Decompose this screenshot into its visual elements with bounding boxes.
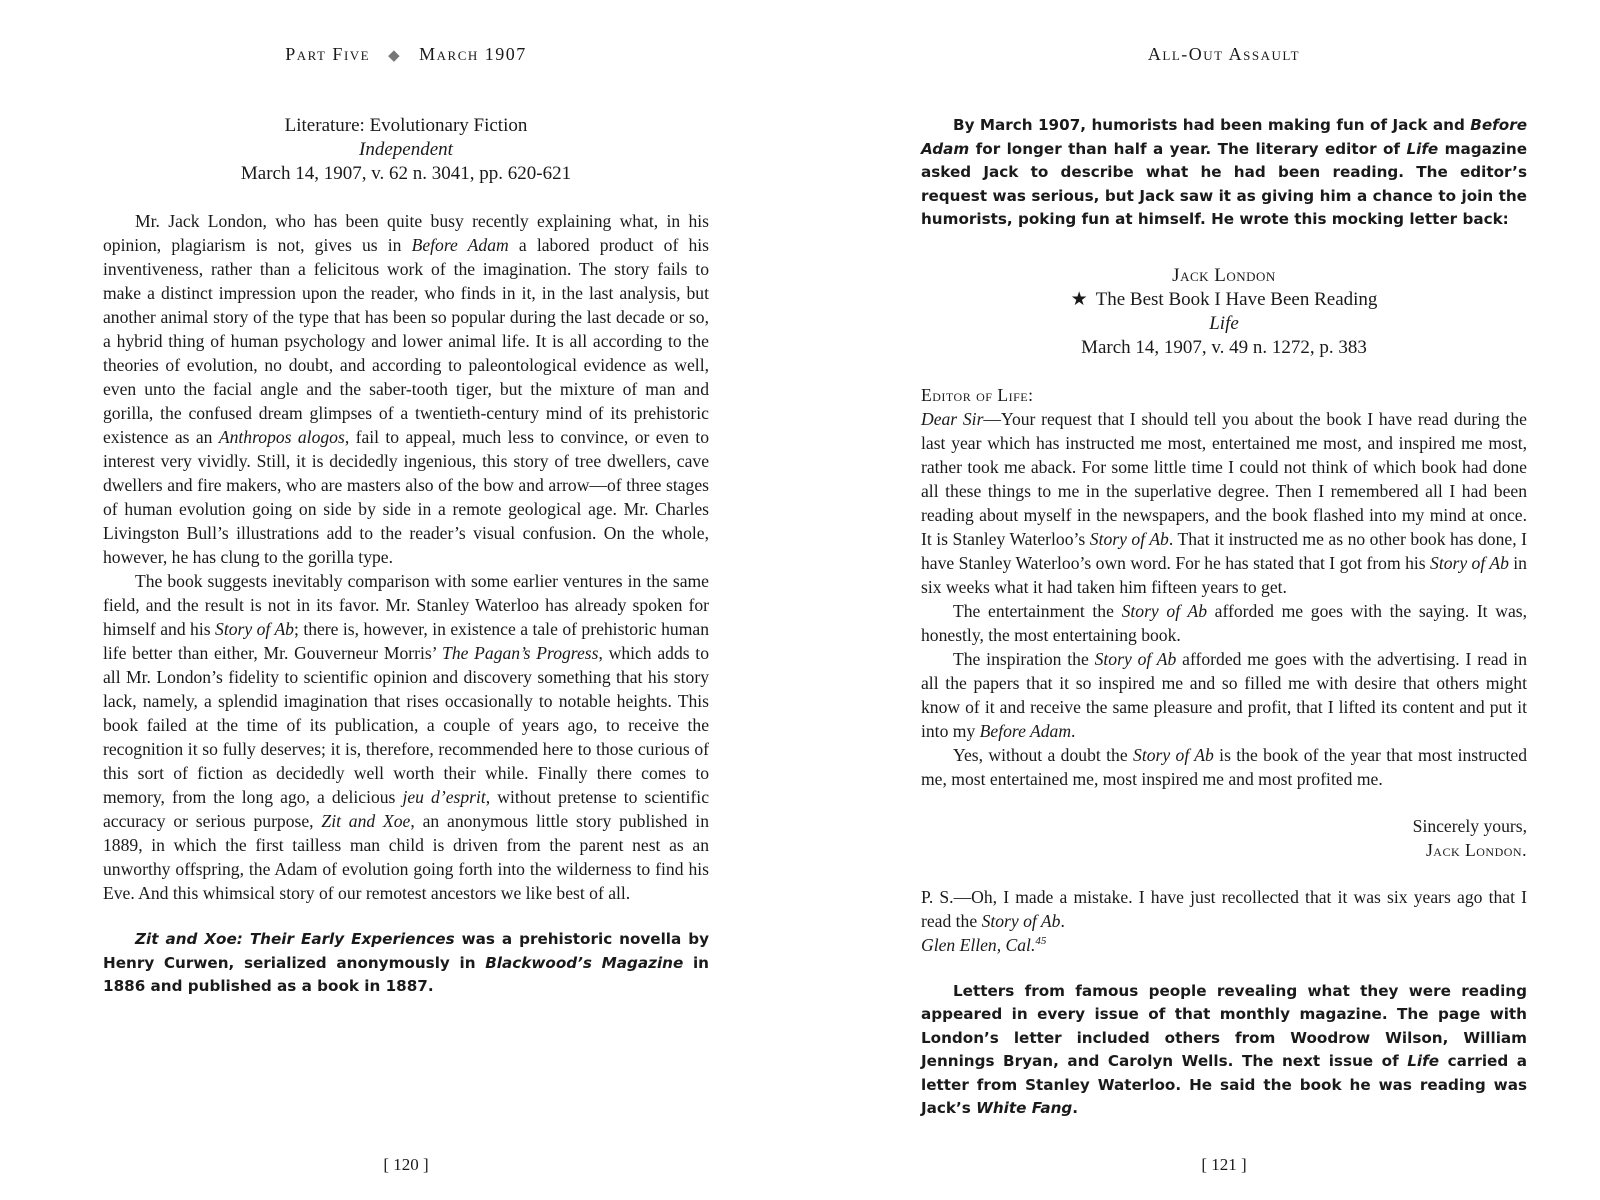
text-run: , which adds to all Mr. London’s fidelity to scientific opinion and discovery something that his story lack, namely, a splendid imagination that rises occasionally to notable heights. This book failed at the time of its publication, a couple of years ago, to receive the recognition it so fully deserves; it is, therefore, recommended here to those curious of this sort of fiction as decidedly well worth their while. Finally there comes to memory, from the long ago, a delicious	[103, 643, 709, 807]
text-run: was a prehistoric novella by Henry Curwen, serialized anonymously in	[103, 930, 709, 972]
editor-note	[103, 928, 709, 999]
text-run: a labored product of his inventiveness, rather than a felicitous work of the imagination. The story fails to make a distinct impression upon the reader, who finds in it, in the last analysis, but another animal story of the type that has been so popular during the last decade or so, a hybrid thing of human psychology and lower animal life. It is all according to the theories of evolution, no doubt, and according to paleontological evidence as well, even unto the facial angle and the saber-tooth tiger, but the mixture of man and gorilla, the confused dream glimpses of a twentieth-century mind of its prehistoric existence as an	[103, 235, 710, 447]
right-running-head	[921, 44, 1527, 65]
body-paragraph	[103, 569, 709, 905]
text-run: ; there is, however, in existence a tale of prehistoric human life better than either, Mr. Gouverneur Morris’	[103, 619, 709, 663]
text-run: for longer than half a year. The literary editor of	[969, 139, 1407, 158]
italic-run: White Fang	[976, 1099, 1073, 1117]
star-icon: ★	[1070, 288, 1088, 310]
salutation: Editor of Life:	[921, 384, 1034, 405]
text-run: —Your request that I should tell you about the book I have read during the last year which has instructed me most, entertained me most, and inspired me most, rather took me aback. For some little time I could not think of which book had done all these things to me in the superlative degree. Then I remembered all I had been reading about myself in the newspapers, and the book flashed into my mind at once. It is Stanley Waterloo’s	[921, 408, 1527, 549]
left-article-heading	[103, 114, 709, 186]
closing-note	[921, 980, 1527, 1121]
italic-run: Zit and Xoe	[321, 811, 411, 831]
italic-run: Story of Ab	[215, 619, 294, 639]
postscript-block	[921, 885, 1527, 957]
dateline	[921, 933, 1527, 957]
page-number: [ 120 ]	[383, 1155, 429, 1174]
text-run: The inspiration the	[953, 648, 1095, 669]
running-head-title: All-Out Assault	[1147, 44, 1301, 64]
left-running-head	[103, 44, 709, 65]
running-head-date: March 1907	[419, 44, 527, 64]
italic-run: Story of Ab	[1121, 600, 1207, 621]
italic-run: Zit and Xoe: Their Early Experiences	[135, 930, 455, 948]
article-citation: March 14, 1907, v. 62 n. 3041, pp. 620-621	[240, 163, 572, 184]
text-run: magazine asked Jack to describe what he had been reading. The editor’s request was serious, but Jack saw it as giving him a chance to join the humorists, poking fun at himself. He wrote this mocking letter back:	[921, 139, 1528, 228]
signoff-closing: Sincerely yours,	[1412, 815, 1527, 836]
text-run: , an anonymous little story published in 1889, in which the first tailless man child is driven from the parent nest as an unworthy offspring, the Adam of evolution going forth into the wilderness to find his Eve. And this whimsical story of our remotest ancestors we like best of all.	[103, 811, 709, 903]
letter-paragraph	[921, 407, 1527, 599]
text-run: afforded me goes with the advertising. I read in all the papers that it so inspired me and so filled me with desire that others might know of it and receive the same pleasure and profit, that I lifted its content and put it into my	[921, 648, 1527, 741]
italic-run: Blackwood’s Magazine	[485, 953, 684, 972]
text-run: The book suggests inevitably comparison with some earlier ventures in the same field, and the result is not in its favor. Mr. Stanley Waterloo has already spoken for himself and his	[103, 571, 709, 639]
text-run: .	[1060, 910, 1065, 931]
letter-paragraph	[921, 647, 1527, 743]
text-run: .	[1072, 1099, 1079, 1117]
left-article-body	[103, 209, 709, 905]
italic-run: The Pagan’s Progress	[442, 643, 599, 663]
article-title	[921, 288, 1527, 312]
text-run: P. S.—Oh, I made a mistake. I have just recollected that it was six years ago that I read the	[921, 886, 1527, 931]
intro-note	[921, 114, 1527, 232]
page-number: [ 121 ]	[1201, 1155, 1247, 1174]
italic-run: Story of Ab	[1089, 528, 1169, 549]
italic-run: Story of Ab	[981, 910, 1061, 931]
italic-run: Before Adam	[411, 235, 509, 255]
italic-run: Story of Ab	[1133, 744, 1214, 765]
signoff	[921, 814, 1527, 862]
letter-paragraph	[921, 743, 1527, 791]
text-run: , fail to appeal, much less to convince, or even to interest very vividly. Still, it is decidedly ingenious, this story of tree dwellers, cave dwellers and fire makers, who are masters also of the bow and arrow—of three stages of human evolution going on side by side in a remote geological age. Mr. Charles Livingston Bull’s illustrations add to the reader’s visual confusion. On the whole, however, he has clung to the gorilla type.	[103, 427, 710, 567]
letter-body	[921, 383, 1527, 791]
article-source: Independent	[359, 139, 453, 160]
text-run: Mr. Jack London, who has been quite busy recently explaining what, in his opinion, plagiarism is not, gives us in	[103, 211, 709, 255]
running-head-part: Part Five	[285, 44, 371, 64]
italic-run: Before Adam	[921, 116, 1527, 158]
italic-run: Dear Sir	[921, 408, 984, 429]
signoff-name: Jack London.	[1425, 839, 1527, 860]
article-author: Jack London	[1172, 264, 1276, 286]
text-run: Yes, without a doubt the	[953, 744, 1134, 765]
left-page	[103, 0, 709, 1200]
italic-run: Life	[1406, 139, 1439, 158]
italic-run: Life	[1407, 1052, 1440, 1070]
postscript	[921, 885, 1527, 933]
text-run: carried a letter from Stanley Waterloo. He said the book he was reading was Jack’s	[921, 1052, 1528, 1117]
text-run: , without pretense to scientific accuracy or serious purpose,	[103, 787, 709, 831]
italic-run: Before Adam	[979, 720, 1072, 741]
text-run: afforded me goes with the saying. It was, honestly, the most entertaining book.	[921, 600, 1528, 645]
text-run: By March 1907, humorists had been making fun of Jack and	[953, 116, 1471, 134]
dateline-text: Glen Ellen, Cal.	[921, 934, 1036, 955]
article-title-text: The Best Book I Have Been Reading	[1095, 288, 1378, 310]
text-run: in 1886 and published as a book in 1887.	[103, 953, 709, 995]
right-page	[921, 0, 1527, 1200]
text-run: Letters from famous people revealing what they were reading appeared in every issue of that monthly magazine. The page with London’s letter included others from Woodrow Wilson, William Jennings Bryan, and Carolyn Wells. The next issue of	[921, 981, 1527, 1070]
text-run: is the book of the year that most instructed me, most entertained me, most inspired me and most profited me.	[921, 744, 1527, 789]
article-source: Life	[1209, 312, 1239, 334]
diamond-ornament-icon: ◆	[388, 48, 402, 64]
article-title: Literature: Evolutionary Fiction	[284, 115, 528, 136]
footnote-ref: 45	[1035, 934, 1047, 947]
right-content	[921, 114, 1527, 1121]
italic-run: Story of Ab	[1094, 648, 1177, 669]
text-run: in six weeks what it had taken him fifteen years to get.	[921, 552, 1527, 597]
text-run: .	[1071, 720, 1076, 741]
italic-run: Anthropos alogos	[218, 427, 345, 447]
italic-run: Story of Ab	[1430, 552, 1509, 573]
right-article-heading	[921, 264, 1527, 360]
text-run: . That it instructed me as no other book has done, I have Stanley Waterloo’s own word. For he has stated that I got from his	[921, 528, 1527, 573]
body-paragraph	[103, 209, 709, 569]
text-run: The entertainment the	[953, 600, 1122, 621]
italic-run: jeu d’esprit	[402, 787, 486, 807]
article-citation: March 14, 1907, v. 49 n. 1272, p. 383	[1081, 336, 1367, 358]
left-content	[103, 114, 709, 999]
letter-paragraph	[921, 599, 1527, 647]
